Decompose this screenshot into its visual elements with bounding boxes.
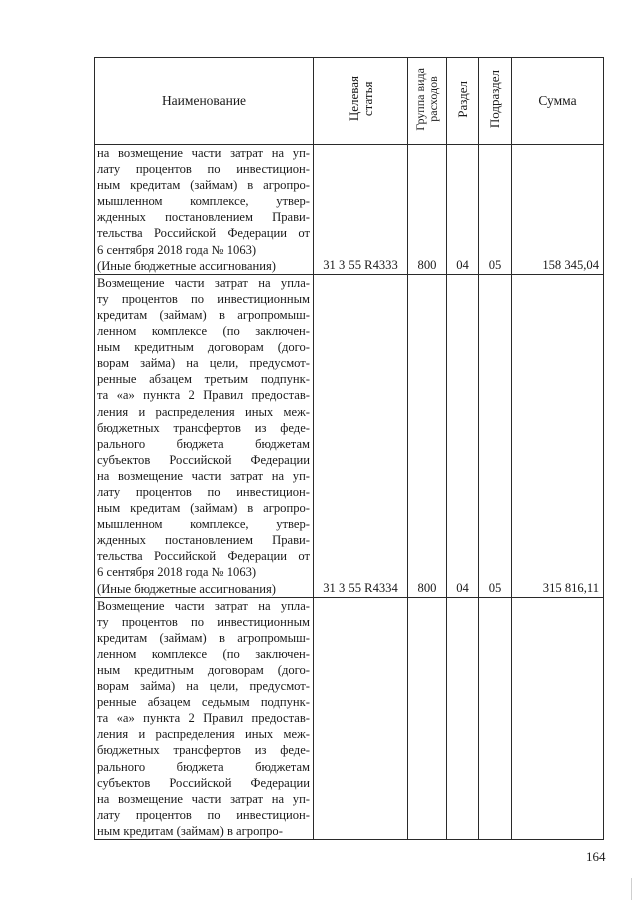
table-body xyxy=(95,145,604,840)
table-row xyxy=(95,597,604,839)
row-sum-value: 158 345,04 xyxy=(542,257,599,272)
row-name-line: бюджетных трансфертов из феде- xyxy=(97,743,310,758)
row-name-line: (Иные бюджетные ассигнования) xyxy=(97,258,276,273)
row-name-line: ленном комплексе (по заключен- xyxy=(97,324,310,339)
header-name-label: Наименование xyxy=(161,92,247,108)
margin-mark xyxy=(631,878,632,900)
row-name-line: Возмещение части затрат на упла- xyxy=(97,275,310,290)
row-name-line: кредитам (займам) в агропромыш- xyxy=(97,630,310,645)
row-group-cell xyxy=(408,597,447,839)
row-section-value: 04 xyxy=(456,580,469,595)
header-target-label: Целевая статья xyxy=(345,76,375,122)
row-name-line: на возмещение части затрат на уп- xyxy=(97,146,310,160)
row-group-cell xyxy=(408,274,447,597)
row-sum-cell xyxy=(512,274,604,597)
row-target-value: 31 3 55 R4334 xyxy=(323,580,398,595)
row-section-cell xyxy=(447,274,479,597)
row-name-cell xyxy=(95,597,314,839)
header-target xyxy=(314,58,408,145)
row-name-line: ту процентов по инвестиционным xyxy=(97,614,310,629)
row-name-line: лату процентов по инвестицион- xyxy=(97,807,310,822)
row-name-line: на возмещение части затрат на уп- xyxy=(97,468,310,483)
row-name-line: ворам займа) на цели, предусмот- xyxy=(97,356,310,371)
row-name-line: тельства Российской Федерации от xyxy=(97,226,310,241)
row-name-line: мышленном комплексе, утвер- xyxy=(97,517,310,532)
header-subsection-label: Подраздел xyxy=(487,69,502,129)
row-name-line: тельства Российской Федерации от xyxy=(97,549,310,564)
row-name-line: ворам займа) на цели, предусмот- xyxy=(97,679,310,694)
row-target-cell xyxy=(314,597,408,839)
row-name-line: та «а» пункта 2 Правил предостав- xyxy=(97,711,310,726)
table-row xyxy=(95,274,604,597)
row-group-cell xyxy=(408,145,447,275)
row-name-line: ным кредитным договорам (дого- xyxy=(97,663,310,677)
row-subsection-cell xyxy=(479,145,512,275)
row-name-line: 6 сентября 2018 года № 1063) xyxy=(97,242,257,257)
row-name-line: лату процентов по инвестицион- xyxy=(97,162,310,177)
header-section-label: Раздел xyxy=(454,80,470,118)
row-subsection-cell xyxy=(479,274,512,597)
row-name-line: ренные абзацем седьмым подпунк- xyxy=(97,695,310,710)
row-name-line: субъектов Российской Федерации xyxy=(97,452,310,467)
header-section xyxy=(447,58,479,145)
row-group-value: 800 xyxy=(417,580,437,595)
row-name-line: жденных постановлением Прави- xyxy=(97,533,310,548)
row-name-line: ления и распределения иных меж- xyxy=(97,404,310,419)
header-group-label: Группа вида расходов xyxy=(413,67,440,131)
row-name-line: та «а» пункта 2 Правил предостав- xyxy=(97,388,310,403)
row-name-line: ления и распределения иных меж- xyxy=(97,727,310,742)
row-group-value: 800 xyxy=(417,257,437,272)
row-target-cell xyxy=(314,145,408,275)
row-subsection-value: 05 xyxy=(488,257,502,272)
row-name-line: (Иные бюджетные ассигнования) xyxy=(97,581,276,596)
table-header-row xyxy=(95,58,604,145)
header-name xyxy=(95,58,314,145)
row-name-line: субъектов Российской Федерации xyxy=(97,775,310,790)
row-name-line: лату процентов по инвестицион- xyxy=(97,484,310,499)
table-row xyxy=(95,145,604,275)
row-name-line: Возмещение части затрат на упла- xyxy=(97,598,310,613)
row-name-line: ным кредитам (займам) в агропро- xyxy=(97,501,310,516)
row-section-cell xyxy=(447,145,479,275)
header-sum xyxy=(512,58,604,145)
row-name-line: бюджетных трансфертов из феде- xyxy=(97,420,310,435)
row-name-line: рального бюджета бюджетам xyxy=(97,436,310,451)
row-name-line: на возмещение части затрат на уп- xyxy=(97,791,310,806)
row-name-line: ту процентов по инвестиционным xyxy=(97,291,310,306)
row-name-line: ленном комплексе (по заключен- xyxy=(97,646,310,661)
row-sum-value: 315 816,11 xyxy=(542,580,599,595)
row-name-line: ренные абзацем третьим подпунк- xyxy=(97,372,310,387)
header-sum-label: Сумма xyxy=(538,92,577,108)
row-name-line: ным кредитным договорам (дого- xyxy=(97,340,310,355)
row-name-cell xyxy=(95,145,314,275)
row-name-line: рального бюджета бюджетам xyxy=(97,759,310,774)
budget-table xyxy=(94,57,604,840)
header-subsection xyxy=(479,58,512,145)
row-section-value: 04 xyxy=(456,257,469,272)
row-name-line: мышленном комплексе, утвер- xyxy=(97,194,310,209)
row-section-cell xyxy=(447,597,479,839)
row-name-cell xyxy=(95,274,314,597)
row-sum-cell xyxy=(512,145,604,275)
row-name-line: 6 сентября 2018 года № 1063) xyxy=(97,565,257,580)
row-subsection-cell xyxy=(479,597,512,839)
row-name-line: ным кредитам (займам) в агропро- xyxy=(97,823,283,838)
row-target-cell xyxy=(314,274,408,597)
page-number: 164 xyxy=(586,849,606,864)
row-subsection-value: 05 xyxy=(488,580,502,595)
row-name-line: кредитам (займам) в агропромыш- xyxy=(97,307,310,322)
row-sum-cell xyxy=(512,597,604,839)
row-target-value: 31 3 55 R4333 xyxy=(323,257,398,272)
header-group xyxy=(408,58,447,145)
row-name-line: жденных постановлением Прави- xyxy=(97,210,310,225)
row-name-line: ным кредитам (займам) в агропро- xyxy=(97,178,310,193)
